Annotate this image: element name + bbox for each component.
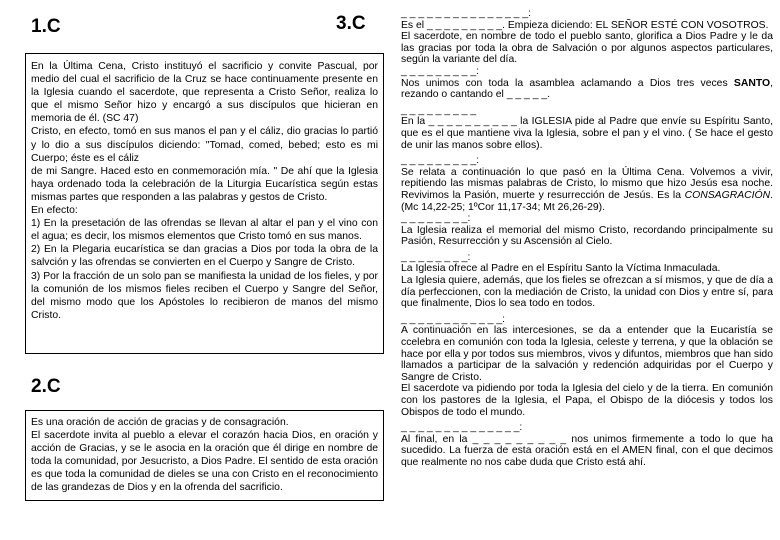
bold-text: SANTO — [733, 77, 771, 89]
text: Se relata a continuación lo que pasó en la Última Cena. Volvemos a vivir, repitiendo las mismas palabras de Cristo, lo mismo que hizo Jesús esa noche. Revivimos la Pasión, muerte y resurrección de Jesús. Es la — [401, 166, 773, 201]
box1-paragraph: 3) Por la fracción de un solo pan se manifiesta la unidad de los fieles, y por la comunión de los mismos fieles reciben el Cuerpo y Sangre del Señor, del mismo modo que los Apóstoles lo recibieron de manos del mismo Cristo. — [31, 270, 378, 321]
fill-blank: _ _ _ _ _ _ _ _ _ _ _ _ _ _: — [401, 422, 523, 434]
paragraph: El sacerdote, en nombre de todo el pueblo santo, glorifica a Dios Padre y le da las gracias por toda la obra de Salvación o por algunos aspectos particulares, según la variante del día. — [401, 31, 773, 66]
box1-paragraph: En la Última Cena, Cristo instituyó el sacrificio y convite Pascual, por medio del cual el sacrificio de la Cruz se hace continuamente presente en la Iglesia cuando el sacerdote, que representa a Cristo Señor, realiza lo que el mismo Señor hizo y encargó a sus discípulos que hicieran en memoria de él. (SC 47) — [31, 61, 378, 125]
heading-1c: 1.C — [31, 16, 61, 37]
fill-blank: _ _ _ _ _ _ _ _ _ _ _ _: — [401, 313, 505, 325]
paragraph: La Iglesia quiere, además, que los fieles se ofrezcan a sí mismos, y que de día a día perfeccionen, con la mediación de Cristo, la unidad con Dios y entre sí, para que finalmente, Dios lo sea todo en todos. — [401, 275, 773, 310]
paragraph: A continuación en las intercesiones, se da a entender que la Eucaristía se ccelebra en comunión con toda la Iglesia, celeste y terrena, y que la oblación se hace por ella y por todos sus miembros, vivos y difuntos, miembros que han sido llamados a participar de la salvación y redención adquiridas por el Cuerpo y Sangre de Cristo. — [401, 325, 773, 383]
paragraph: En la _ _ _ _ _ _ _ _ _ _ la IGLESIA pide al Padre que envíe su Espíritu Santo, que es el que mantiene viva la Iglesia, sobre el pan y el vino. ( Se hace el gesto de unir las manos sobre ellos). — [401, 116, 773, 151]
box1-paragraph: Cristo, en efecto, tomó en sus manos el pan y el cáliz, dio gracias lo partió y lo dio a sus discípulos diciendo: "Tomad, comed, bebed; esto es mi Cuerpo; éste es el cáliz — [31, 126, 378, 164]
paragraph — [401, 167, 773, 213]
box2-paragraph: El sacerdote invita al pueblo a elevar el corazón hacia Dios, en oración y acción de Gracias, y se le asocia en la oración que él dirige en nombre de toda la comunidad, por Jesucristo, a Dios Padre. El sentido de esta oración es que toda la comunidad de dieles se una con Cristo en el reconocimiento de las grandezas de Dios y en la ofrenda del sacrificio. — [31, 430, 378, 494]
paragraph: Es el _ _ _ _ _ _ _ _ _. Empieza diciendo: EL SEÑOR ESTÉ CON VOSOTROS. — [401, 19, 769, 31]
fill-blank: _ _ _ _ _ _ _ _: — [401, 251, 471, 263]
text: . (Mc 14,22-25; 1ºCor 11,17-34; Mt 26,26-29). — [401, 189, 773, 213]
fill-blank: _ _ _ _ _ _ _ _: — [401, 213, 471, 225]
box1-paragraph: de mi Sangre. Haced esto en conmemoración mía. " De ahí que la Iglesia haya ordenado toda la celebración de la Liturgia Eucarística según estas mismas partes que responden a las palabras y gestos de Cristo. — [31, 165, 378, 203]
text: Nos unimos con toda la asamblea aclamando a Dios tres veces — [401, 77, 734, 89]
box1-paragraph: En efecto: — [31, 205, 78, 217]
box2-paragraph: Es una oración de acción de gracias y de consagración. — [31, 417, 289, 428]
box1-paragraph: 2) En la Plegaria eucarística se dan gracias a Dios por toda la obra de la salvción y las ofrendas se convierten en el Cuerpo y Sangre de Cristo. — [31, 244, 378, 269]
heading-2c: 2.C — [31, 376, 61, 397]
heading-3c: 3.C — [336, 13, 366, 34]
paragraph: Al final, en la _ _ _ _ _ _ _ _ _ nos unimos firmemente a todo lo que ha sucedido. La fuerza de esta oración está en el AMEN final, con el que decimos que realmente no nos cabe duda que Cristo está ahí. — [401, 433, 773, 468]
paragraph: La Iglesia ofrece al Padre en el Espíritu Santo la Víctima Inmaculada. — [401, 263, 721, 275]
paragraph — [401, 78, 773, 101]
fill-blank: _ _ _ _ _ _ _ _ _ — [401, 104, 477, 116]
fill-blank: _ _ _ _ _ _ _ _ _: — [401, 65, 479, 77]
fill-blank: _ _ _ _ _ _ _ _ _: — [401, 155, 479, 167]
paragraph: La Iglesia realiza el memorial del mismo Cristo, recordando principalmente su Pasión, Resurrección y su Ascensión al Cielo. — [401, 224, 773, 248]
fill-blank: _ _ _ _ _ _ _ _ _ _ _ _ _ _ _: — [401, 8, 531, 19]
box1-paragraph: 1) En la presetación de las ofrendas se llevan al altar el pan y el vino con el agua; es decir, los mismos elementos que Cristo tomó en sus manos. — [31, 218, 378, 243]
text: , rezando o cantando el _ _ _ _ _. — [401, 77, 773, 101]
paragraph: El sacerdote va pidiendo por toda la Iglesia del cielo y de la tierra. En comunión con los pastores de la Iglesia, el Papa, el Obispo de la diócesis y todos los Obispos de todo el mundo. — [401, 383, 773, 418]
italic-text: CONSAGRACIÓN — [684, 189, 771, 201]
right-column — [401, 8, 773, 469]
box-plegaria-eucaristica — [25, 410, 384, 501]
box-liturgia-eucaristica — [25, 53, 384, 354]
